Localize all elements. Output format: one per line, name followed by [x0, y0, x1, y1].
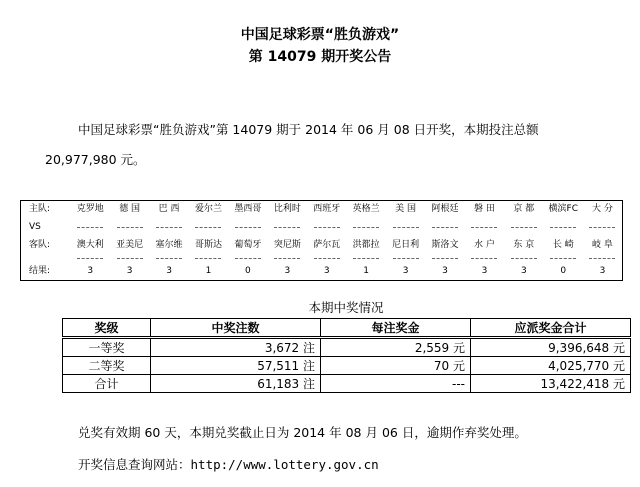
separator-row: [21, 253, 623, 263]
away-team: 岐 阜: [592, 239, 613, 250]
dash-separator: [550, 227, 576, 228]
separator-cell: [425, 253, 464, 263]
home-team-row: [21, 201, 623, 219]
away-team: 水 户: [473, 239, 495, 250]
match-result: 3: [87, 266, 94, 276]
match-table: [20, 200, 623, 281]
vs-cell: [504, 218, 543, 237]
away-team: 东 京: [513, 239, 535, 250]
vs-cell: [149, 218, 188, 237]
home-team: 墨西哥: [234, 204, 262, 214]
vs-cell: [583, 218, 623, 237]
header-total: 应派奖金合计: [471, 319, 631, 338]
match-result: 3: [166, 266, 172, 276]
dash-separator: [117, 227, 143, 228]
intro-line-2: 20,977,980 元。: [45, 152, 146, 167]
match-result: 3: [284, 266, 291, 276]
dash-separator: [393, 227, 419, 228]
dash-separator: [274, 258, 300, 259]
header-level: 奖级: [63, 319, 151, 338]
away-team-row-label: 客队:: [29, 239, 51, 250]
vs-cell: [346, 218, 385, 237]
separator-cell: [307, 253, 346, 263]
home-team: 京 都: [513, 204, 535, 214]
dash-separator: [117, 258, 143, 259]
dash-separator: [432, 258, 458, 259]
result-row-label: 结果:: [29, 266, 51, 276]
dash-separator: [156, 258, 182, 259]
dash-separator: [471, 258, 497, 259]
header-count: 中奖注数: [151, 319, 321, 338]
prize-total: 4,025,770 元: [471, 357, 631, 375]
vs-cell: [110, 218, 149, 237]
vs-cell: [189, 218, 228, 237]
separator-cell: [465, 253, 504, 263]
vs-cell: [386, 218, 425, 237]
dash-separator: [511, 227, 537, 228]
home-team: 英格兰: [352, 204, 380, 214]
away-team: 塞尔维: [155, 239, 183, 250]
match-result: 1: [205, 266, 212, 276]
prize-level: 一等奖: [63, 338, 151, 357]
home-team: 克罗地: [76, 204, 104, 214]
match-result: 3: [599, 266, 606, 276]
prize-total: 9,396,648 元: [471, 338, 631, 357]
dash-separator: [77, 258, 103, 259]
claim-deadline-notice: 兑奖有效期 60 天，本期兑奖截止日为 2014 年 08 月 06 日，逾期作弃奖处理。: [78, 425, 527, 440]
home-team: 磐 田: [473, 204, 495, 214]
dash-separator: [471, 227, 497, 228]
table-row-total: [63, 375, 631, 393]
home-team: 巴 西: [158, 204, 180, 214]
away-team: 萨尔瓦: [313, 239, 341, 250]
dash-separator: [77, 227, 103, 228]
match-result: 3: [520, 266, 527, 276]
dash-separator: [195, 258, 221, 259]
vs-cell: [544, 218, 583, 237]
separator-row-label: [21, 253, 71, 263]
dash-separator: [156, 227, 182, 228]
away-team-row: [21, 237, 623, 253]
match-result: 0: [245, 266, 251, 276]
separator-cell: [228, 253, 267, 263]
prize-total: 13,422,418 元: [471, 375, 631, 393]
dash-separator: [589, 227, 615, 228]
away-team: 洪都拉: [352, 239, 380, 250]
match-result: 3: [481, 266, 488, 276]
away-team: 斯洛文: [431, 239, 459, 250]
home-team: 爱尔兰: [194, 204, 222, 214]
separator-cell: [583, 253, 623, 263]
match-result: 3: [442, 266, 448, 276]
separator-cell: [386, 253, 425, 263]
home-team: 比利时: [273, 204, 301, 214]
match-result: 3: [402, 266, 409, 276]
dash-separator: [314, 227, 340, 228]
home-team: 阿根廷: [431, 204, 459, 214]
page-subtitle: 第 14079 期开奖公告: [248, 49, 392, 65]
dash-separator: [195, 227, 221, 228]
winner-count: 57,511 注: [151, 357, 321, 375]
winner-count: 61,183 注: [151, 375, 321, 393]
dash-separator: [353, 258, 379, 259]
away-team: 葡萄牙: [234, 239, 262, 250]
separator-cell: [346, 253, 385, 263]
website-link[interactable]: http://www.lottery.gov.cn: [190, 457, 379, 472]
away-team: 长 崎: [552, 239, 574, 250]
home-team: 美 国: [395, 204, 417, 214]
prize-table: [62, 318, 631, 393]
intro-line-1: 中国足球彩票“胜负游戏”第 14079 期于 2014 年 06 月 08 日开奖，本期投注总额: [78, 122, 539, 137]
match-result: 3: [323, 266, 330, 276]
prize-header-row: [63, 319, 631, 338]
home-team: 横滨FC: [548, 204, 578, 214]
winner-count: 3,672 注: [151, 338, 321, 357]
separator-cell: [149, 253, 188, 263]
prize-amount: 2,559 元: [321, 338, 471, 357]
dash-separator: [353, 227, 379, 228]
dash-separator: [589, 258, 615, 259]
match-result: 3: [126, 266, 133, 276]
vs-cell: [307, 218, 346, 237]
vs-cell: [268, 218, 307, 237]
prize-level: 合计: [63, 375, 151, 393]
dash-separator: [393, 258, 419, 259]
prize-level: 二等奖: [63, 357, 151, 375]
home-team: 德 国: [119, 204, 141, 214]
website-label: 开奖信息查询网站：: [78, 457, 191, 472]
home-team: 西班牙: [313, 204, 341, 214]
dash-separator: [274, 227, 300, 228]
away-team: 尼日利: [392, 239, 420, 250]
away-team: 澳大利: [76, 239, 104, 250]
away-team: 突尼斯: [273, 239, 301, 250]
header-amount: 每注奖金: [321, 319, 471, 338]
prize-section-title: 本期中奖情况: [308, 300, 384, 315]
vs-row: [21, 218, 623, 237]
dash-separator: [235, 258, 261, 259]
dash-separator: [314, 258, 340, 259]
dash-separator: [511, 258, 537, 259]
table-row: [63, 357, 631, 375]
website-line: [78, 457, 379, 473]
separator-cell: [110, 253, 149, 263]
result-row: [21, 263, 623, 281]
page-title: 中国足球彩票“胜负游戏”: [240, 27, 400, 43]
vs-cell: [71, 218, 110, 237]
table-row: [63, 338, 631, 357]
away-team: 哥斯达: [194, 239, 222, 250]
dash-separator: [432, 227, 458, 228]
separator-cell: [504, 253, 543, 263]
vs-row-label: VS: [29, 222, 41, 232]
vs-cell: [465, 218, 504, 237]
home-team: 大 分: [592, 204, 613, 214]
dash-separator: [235, 227, 261, 228]
dash-separator: [550, 258, 576, 259]
match-result: 0: [560, 266, 567, 276]
home-team-row-label: 主队:: [29, 204, 51, 214]
separator-cell: [189, 253, 228, 263]
separator-cell: [71, 253, 110, 263]
separator-cell: [544, 253, 583, 263]
away-team: 亚美尼: [116, 239, 144, 250]
prize-amount: 70 元: [321, 357, 471, 375]
vs-cell: [228, 218, 267, 237]
match-result: 1: [363, 266, 370, 276]
vs-cell: [425, 218, 464, 237]
separator-cell: [268, 253, 307, 263]
prize-amount: ---: [321, 375, 471, 393]
